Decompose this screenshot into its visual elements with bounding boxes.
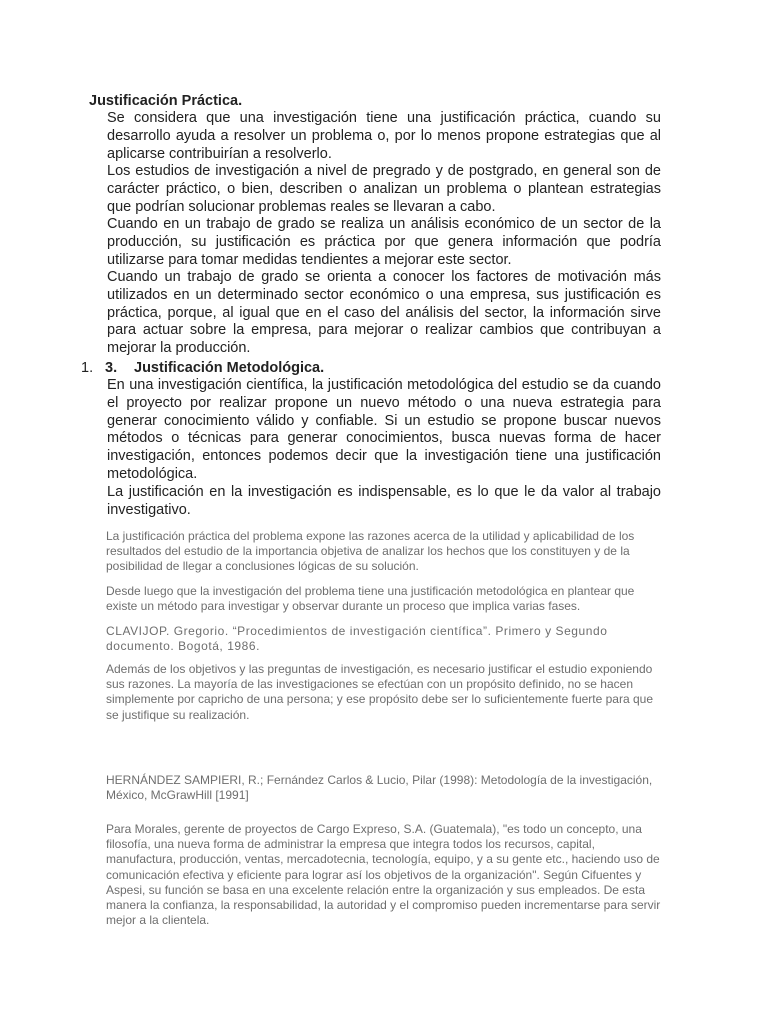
note-objetivos: Además de los objetivos y las preguntas de investigación, es necesario justificar el estudio exponiendo sus razones. La mayoría de las investigaciones se efectúan con un propósito definido, no se hacen simplemente por capricho de una persona; y ese propósito debe ser lo suficientemente fuerte para que se justifique su realización. <box>106 662 653 722</box>
note-justificacion-practica: La justificación práctica del problema expone las razones acerca de la utilidad y aplicabilidad de los resultados del estudio de la importancia objetiva de analizar los hechos que los constituyen y de la posibilidad de llegar a conclusiones lógicas de su solución. <box>106 529 635 574</box>
paragraph-metodologica-1: En una investigación científica, la justificación metodológica del estudio se da cuando el proyecto por realizar propone un nuevo método o una nueva estrategia para generar conocimiento válido y confiable. Si un estudio se propone buscar nuevos métodos o técnicas para generar conocimientos, busca nuevas forma de hacer investigación, entonces podemos decir que la investigación tiene una justificación metodológica. <box>107 377 661 482</box>
heading-justificacion-metodologica <box>81 360 324 377</box>
section-number: 3. <box>105 360 118 376</box>
list-marker: 1. <box>81 360 94 376</box>
heading-justificacion-practica: Justificación Práctica. <box>89 93 243 109</box>
note-morales: Para Morales, gerente de proyectos de Cargo Expreso, S.A. (Guatemala), "es todo un concepto, una filosofía, una nueva forma de administrar la empresa que integra todos los recursos, capital, manufactura, producción, ventas, mercadotecnia, tecnología, equipo, y a su gente etc., haciendo uso de comunicación efectiva y eficiente para lograr así los objetivos de la organización". Según Cifuentes y Aspesi, su función se basa en una excelente relación entre la organización y sus empleados. De esta manera la confianza, la responsabilidad, la autoridad y el compromiso pueden incrementarse para servir mejor a la clientela. <box>106 822 661 928</box>
citation-clavijop: CLAVIJOP. Gregorio. “Procedimientos de investigación científica”. Primero y Segundo documento. Bogotá, 1986. <box>106 624 608 654</box>
paragraph-metodologica-2: La justificación en la investigación es indispensable, es lo que le da valor al trabajo investigativo. <box>107 484 661 518</box>
paragraph-practica-1: Se considera que una investigación tiene una justificación práctica, cuando su desarrollo ayuda a resolver un problema o, por lo menos propone estrategias que al aplicarse contribuirían a resolverlo. <box>107 110 661 162</box>
note-justificacion-metodologica: Desde luego que la investigación del problema tiene una justificación metodológica en plantear que existe un método para investigar y observar durante un proceso que implica varias fases. <box>106 584 635 614</box>
paragraph-practica-3: Cuando en un trabajo de grado se realiza un análisis económico de un sector de la producción, su justificación es práctica por que genera información que podría utilizarse para tomar medidas tendientes a mejorar este sector. <box>107 216 661 268</box>
paragraph-practica-2: Los estudios de investigación a nivel de pregrado y de postgrado, en general son de carácter práctico, o bien, describen o analizan un problema o plantean estrategias que podrían solucionar problemas reales se llevaran a cabo. <box>107 163 661 215</box>
paragraph-practica-4: Cuando un trabajo de grado se orienta a conocer los factores de motivación más utilizados en un determinado sector económico o una empresa, sus justificación es práctica, porque, al igual que en el caso del análisis del sector, la información sirve para actuar sobre la empresa, para mejorar o realizar cambios que contribuyan a mejorar la producción. <box>107 269 661 357</box>
section-title: Justificación Metodológica. <box>134 360 325 376</box>
citation-hernandez-sampieri: HERNÁNDEZ SAMPIERI, R.; Fernández Carlos & Lucio, Pilar (1998): Metodología de la investigación, México, McGrawHill [1991] <box>106 773 653 803</box>
